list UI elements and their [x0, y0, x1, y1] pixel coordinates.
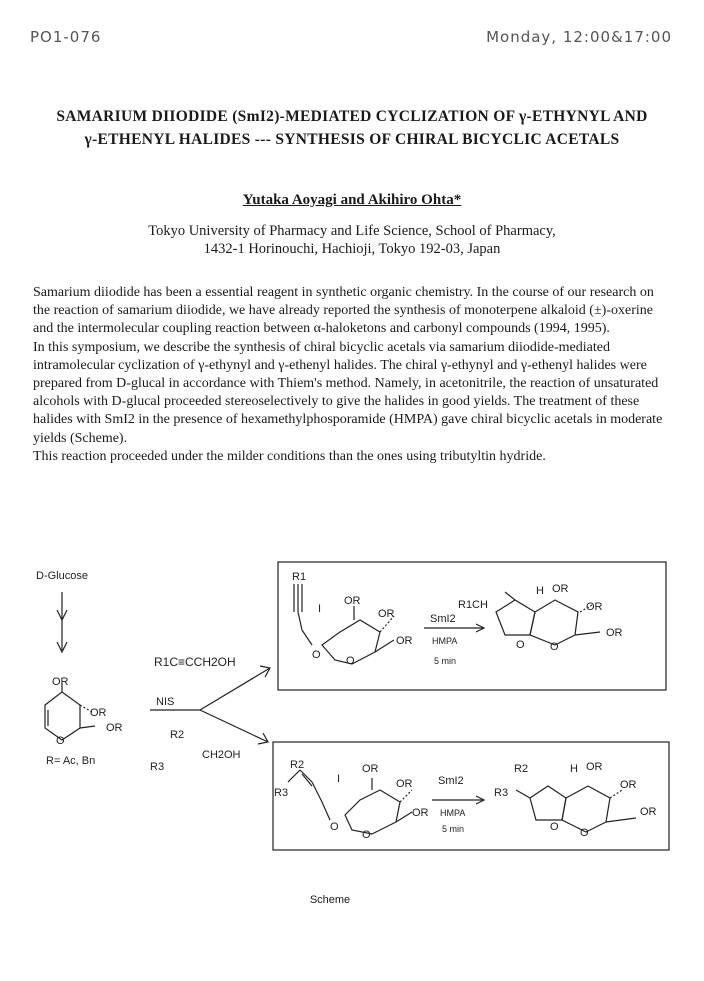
- product2-h: H: [570, 763, 578, 775]
- r-definition: R= Ac, Bn: [46, 755, 96, 767]
- alkyne-ch2-bond: [298, 612, 302, 630]
- ethenyl-product-pyran: [562, 786, 610, 832]
- ethynyl-box: [278, 562, 666, 690]
- product2-or-1: OR: [586, 761, 603, 773]
- ethynyl-smi2: SmI2: [430, 613, 456, 625]
- ethynyl-r1: R1: [292, 571, 307, 583]
- glucal-ch2-bond: [80, 726, 95, 728]
- ethenyl-product-furan: [530, 786, 566, 820]
- glucal-or-label-2: OR: [90, 707, 107, 719]
- title-line-2: γ-ETHENYL HALIDES --- SYNTHESIS OF CHIRAL BICYCLIC ACETALS: [84, 131, 620, 148]
- product-or-3: OR: [606, 627, 623, 639]
- product-or-1: OR: [552, 583, 569, 595]
- alkene-reagent-r2: R2: [170, 729, 185, 741]
- alkene-reagent-tail: CH2OH: [202, 749, 241, 761]
- affiliation-line-2: 1432-1 Horinouchi, Hachioji, Tokyo 192-03, Japan: [203, 241, 501, 257]
- product-o-2: O: [550, 641, 559, 653]
- nis-reagent: NIS: [156, 696, 175, 708]
- ethynyl-or-1: OR: [344, 595, 361, 607]
- start-material: D-Glucose: [36, 570, 88, 582]
- affiliation: [0, 222, 704, 258]
- ethenyl-or-3: OR: [412, 807, 429, 819]
- product-ch2-bond: [575, 632, 600, 635]
- session-time: Monday, 12:00&17:00: [486, 28, 672, 46]
- authors: [0, 192, 704, 209]
- product2-r3: R3: [494, 787, 509, 799]
- ethynyl-hmpa: HMPA: [432, 636, 458, 646]
- ethenyl-or-bond-2: [400, 790, 412, 802]
- glucal-ring: [45, 692, 80, 740]
- authors-text: Yutaka Aoyagi and Akihiro Ohta*: [242, 192, 462, 208]
- abstract: [33, 284, 673, 466]
- ethenyl-ch2-bond: [396, 812, 412, 822]
- product-h: H: [536, 585, 544, 597]
- product-r1ch: R1CH: [458, 599, 488, 611]
- product2-o-1: O: [550, 821, 559, 833]
- product-or-2: OR: [586, 601, 603, 613]
- product-substituent-bond: [516, 790, 530, 798]
- alkene-ch2-bond: [312, 782, 322, 802]
- glucal-o-label: O: [56, 735, 65, 747]
- alkene-reagent-r3: R3: [150, 761, 165, 773]
- product2-or-bond: [610, 790, 622, 798]
- ethenyl-or-2: OR: [396, 778, 413, 790]
- abstract-paragraph-3: This reaction proceeded under the milder conditions than the ones using tributyltin hydride.: [33, 448, 546, 464]
- alkyne-reagent: R1C≡CCH2OH: [154, 655, 236, 669]
- ethenyl-hmpa: HMPA: [440, 808, 466, 818]
- scheme-caption: Scheme: [309, 894, 351, 906]
- ethenyl-r3: R3: [274, 787, 289, 799]
- ethenyl-iodine: I: [337, 773, 341, 785]
- affiliation-line-1: Tokyo University of Pharmacy and Life Science, School of Pharmacy,: [148, 223, 556, 239]
- ethynyl-or-2: OR: [378, 608, 395, 620]
- ethenyl-o-1: O: [330, 821, 339, 833]
- ethenyl-smi2: SmI2: [438, 775, 464, 787]
- ethenyl-or-1: OR: [362, 763, 379, 775]
- glucal-or-label-1: OR: [52, 676, 69, 688]
- product-o-1: O: [516, 639, 525, 651]
- ethynyl-o-1: O: [312, 649, 321, 661]
- poster-code: PO1-076: [30, 28, 102, 46]
- ethynyl-iodine: I: [318, 603, 322, 615]
- ethenyl-pyranose-ring: [345, 790, 400, 834]
- product2-o-2: O: [580, 827, 589, 839]
- alkene-o-bond: [322, 802, 330, 820]
- glucal-or-label-3: OR: [106, 722, 123, 734]
- alkyne-o-bond: [302, 630, 312, 645]
- abstract-paragraph-1: Samarium diiodide has been a essential reagent in synthetic organic chemistry. In the course of our research on the reaction of samarium diiodide, we have already reported the synthesis of monoterpene alkaloid (±)-oxerine and the intermolecular coupling reaction between α-haloketons and carbonyl compounds (1994, 1995).: [33, 285, 654, 337]
- alkene-r-bond: [288, 770, 300, 782]
- abstract-paragraph-2: In this symposium, we describe the synthesis of chiral bicyclic acetals via samarium diiodide-mediated intramolecular cyclization of γ-ethynyl and γ-ethenyl halides. The chiral γ-ethynyl and γ-ethenyl halides were prepared from D-glucal in accordance with Thiem's method. Namely, in acetonitrile, the reaction of unsaturated alcohols with D-glucal proceeded stereoselectively to give the halides in good yields. The treatment of these halides with SmI2 in the presence of hexamethylphosporamide (HMPA) gave chiral bicyclic acetals in moderate yields (Scheme).: [33, 339, 663, 446]
- ethynyl-o-2: O: [346, 655, 355, 667]
- reaction-scheme: [0, 540, 704, 981]
- ethenyl-r2: R2: [290, 759, 305, 771]
- exocyclic-bond: [505, 592, 515, 600]
- lower-branch-arrow: [200, 710, 268, 742]
- ethynyl-product-furan: [496, 600, 535, 635]
- alkene-double-1: [300, 770, 312, 782]
- title-line-1: SAMARIUM DIIODIDE (SmI2)-MEDIATED CYCLIZATION OF γ-ETHYNYL AND: [56, 108, 648, 125]
- ethenyl-time: 5 min: [442, 824, 465, 834]
- product2-ch2-bond: [606, 818, 636, 822]
- ethenyl-box: [273, 742, 669, 850]
- product2-or-2: OR: [620, 779, 637, 791]
- paper-title: [20, 105, 684, 151]
- ethenyl-o-2: O: [362, 829, 371, 841]
- ethynyl-product-pyran: [530, 600, 578, 645]
- product2-r2: R2: [514, 763, 529, 775]
- ethynyl-time: 5 min: [434, 656, 457, 666]
- product2-or-3: OR: [640, 806, 657, 818]
- ethynyl-or-3: OR: [396, 635, 413, 647]
- upper-branch-arrow: [200, 668, 270, 710]
